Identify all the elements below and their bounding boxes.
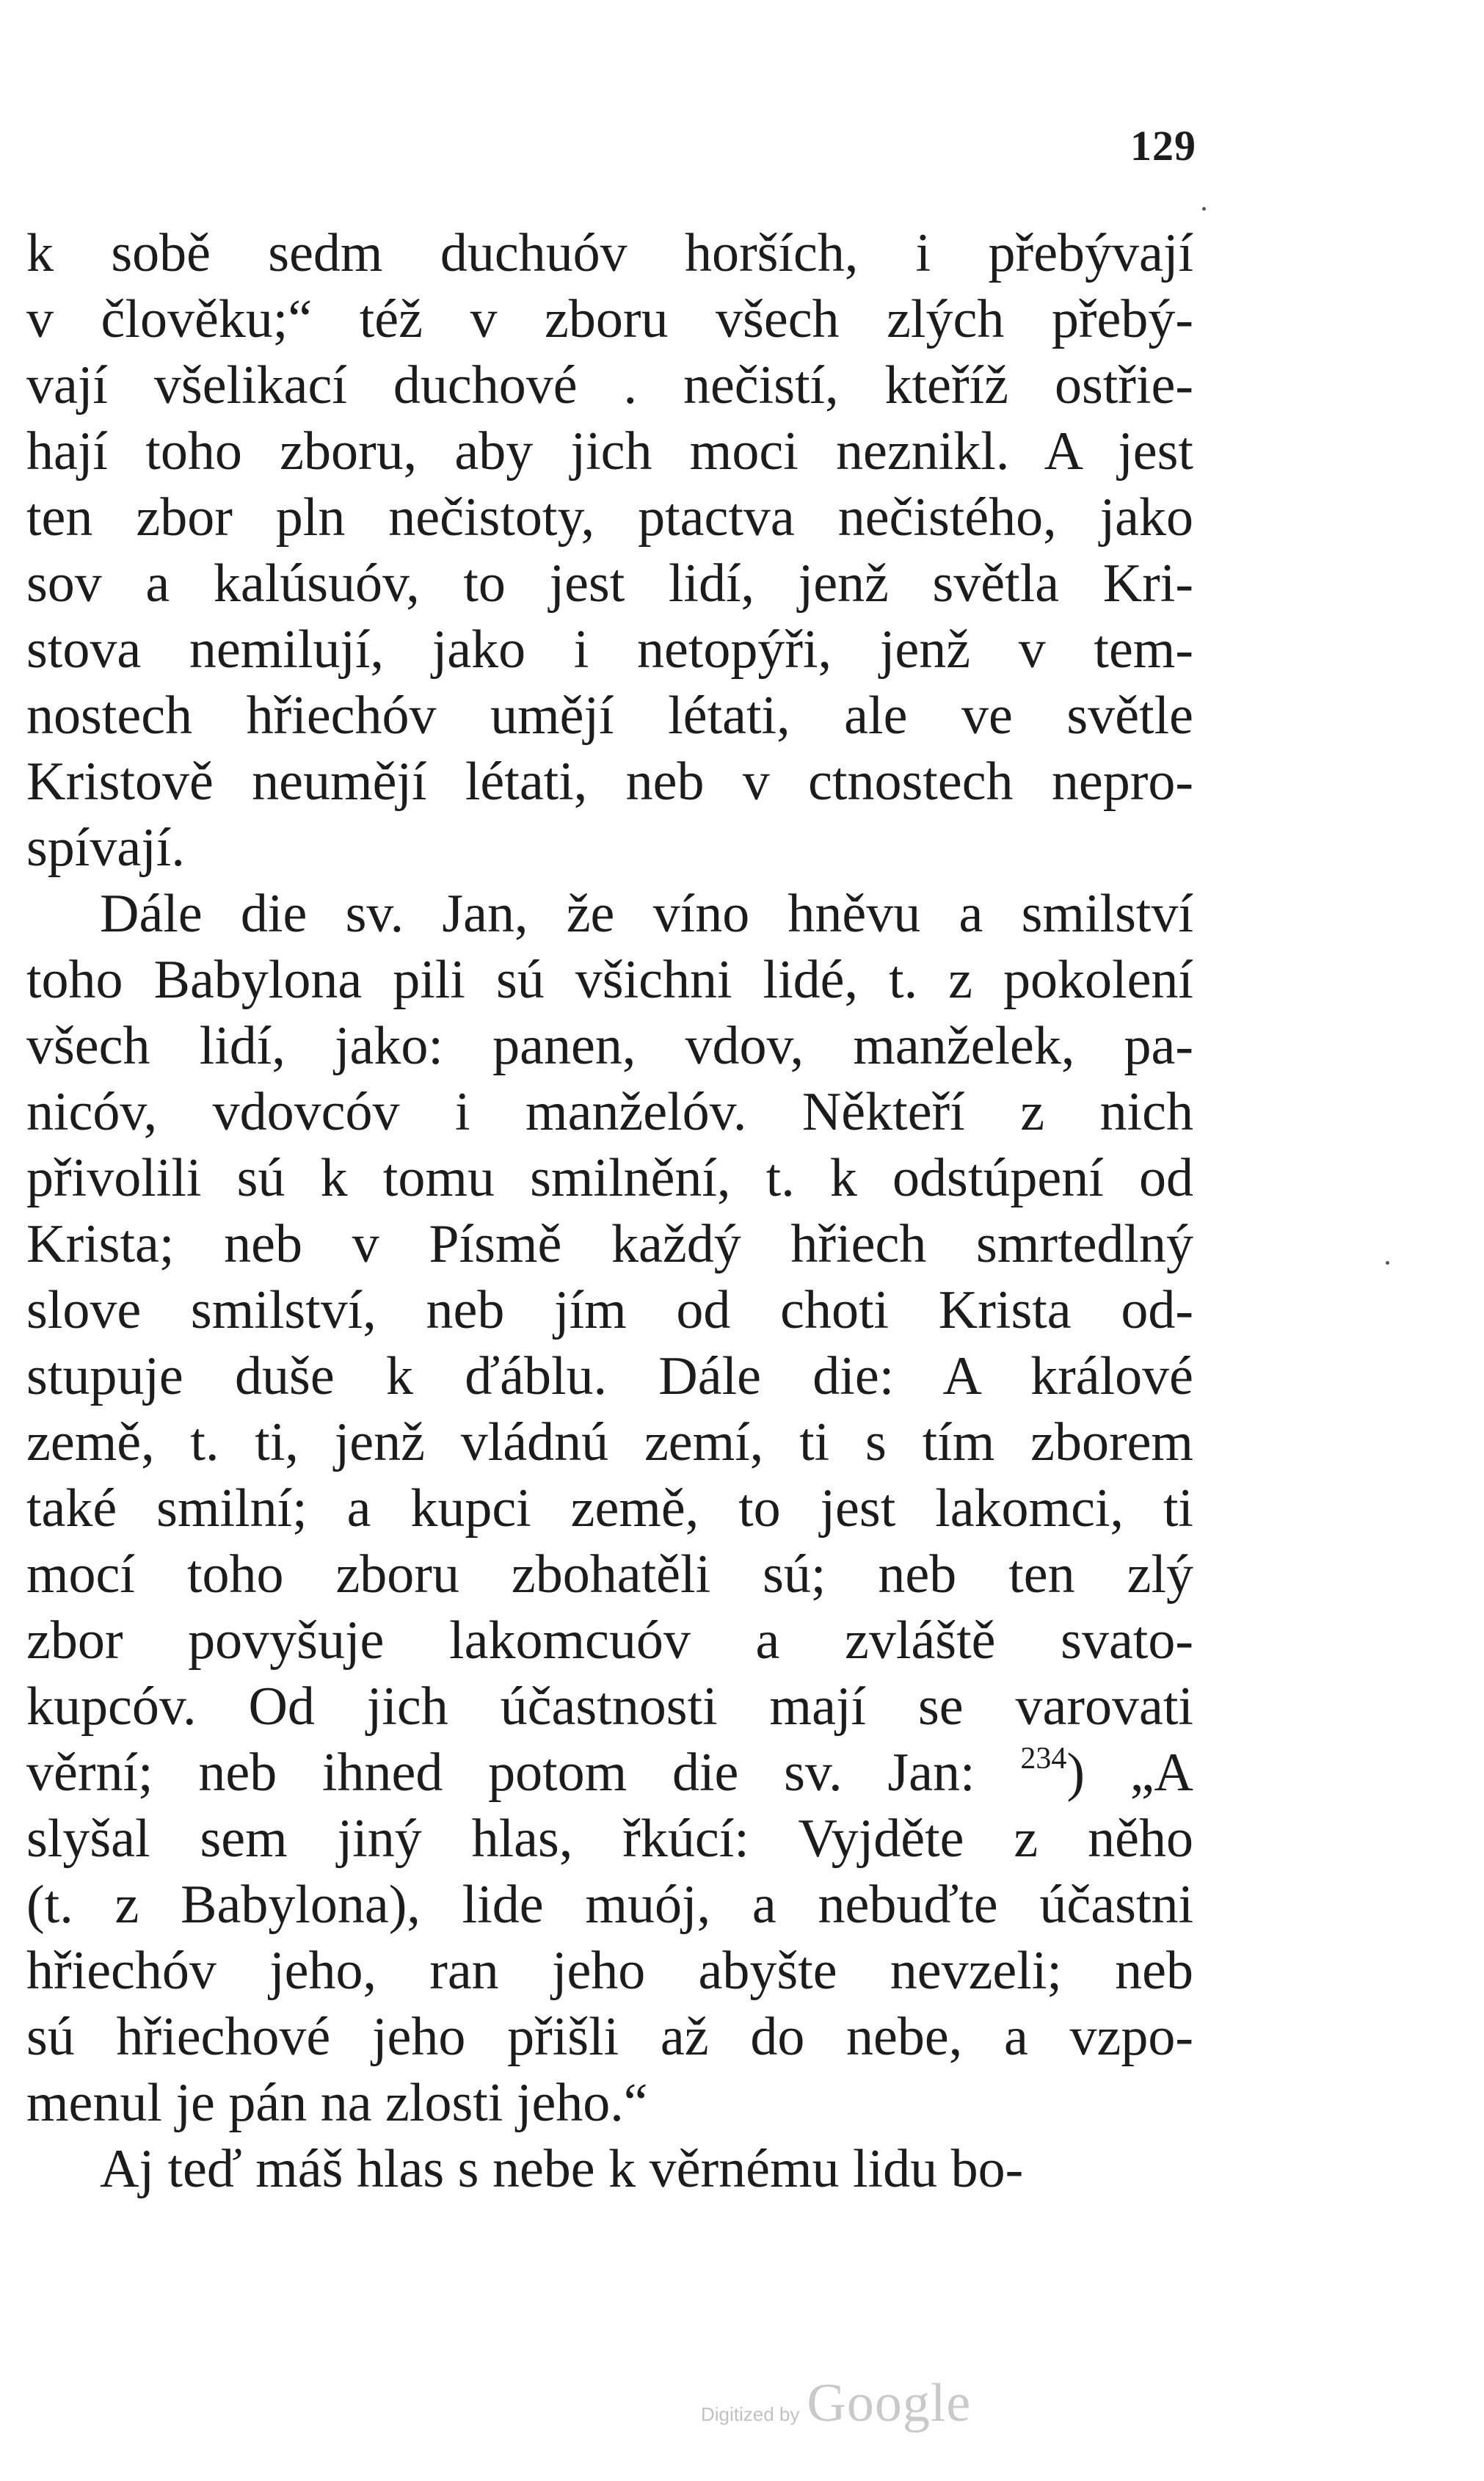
text-line: spívají.: [26, 818, 185, 878]
text-line: hřiechóv jeho, ran jeho abyšte nevzeli; neb: [26, 1941, 1193, 2001]
text-line: Kristově neumějí létati, neb v ctnostech nepro-: [26, 752, 1193, 812]
text-line: v člověku;“ též v zboru všech zlých přebý-: [26, 289, 1193, 349]
text-line: ten zbor pln nečistoty, ptactva nečistého, jako: [26, 487, 1193, 548]
text-line-footnote: [26, 1740, 1193, 1806]
paragraph: [26, 2136, 1193, 2202]
text-line: mocí toho zboru zbohatěli sú; neb ten zlý: [26, 1544, 1193, 1605]
footnote-marker: 234: [1020, 1742, 1067, 1776]
text-line: (t. z Babylona), lide muój, a nebuďte účastni: [26, 1875, 1193, 1935]
text-line: Krista; neb v Písmě každý hřiech smrtedlný: [26, 1214, 1193, 1274]
paragraph: [26, 220, 1193, 881]
text-line: Dále die sv. Jan, že víno hněvu a smilství: [100, 884, 1193, 944]
page-number: 129: [1130, 122, 1196, 170]
text-line: vají všelikací duchové . nečistí, kteříž ostřie-: [26, 355, 1193, 415]
text-line: slyšal sem jiný hlas, řkúcí: Vyjděte z něho: [26, 1809, 1193, 1869]
text-line: sú hřiechové jeho přišli až do nebe, a vzpo-: [26, 2007, 1193, 2067]
google-logo: Google: [807, 2373, 972, 2433]
paragraphs: [26, 220, 1193, 2202]
line-segment: věrní; neb ihned potom die sv. Jan:: [26, 1743, 975, 1803]
text-line: k sobě sedm duchuóv horších, i přebývají: [26, 223, 1193, 283]
paragraph: [26, 881, 1193, 2136]
text-line: hají toho zboru, aby jich moci neznikl. A jest: [26, 421, 1193, 482]
text-line: zbor povyšuje lakomcuóv a zvláště svato-: [26, 1610, 1193, 1671]
text-line: země, t. ti, jenž vládnú zemí, ti s tím zborem: [26, 1412, 1193, 1472]
text-line: přivolili sú k tomu smilnění, t. k odstúpení od: [26, 1148, 1193, 1208]
text-line: Aj teď máš hlas s nebe k věrnému lidu bo-: [100, 2139, 1024, 2199]
text-line: stupuje duše k ďáblu. Dále die: A králové: [26, 1346, 1193, 1406]
digitization-watermark: [701, 2372, 1112, 2438]
text-line: kupcóv. Od jich účastnosti mají se varovati: [26, 1677, 1193, 1737]
text-line: toho Babylona pili sú všichni lidé, t. z pokolení: [26, 950, 1193, 1010]
scan-speck: [1386, 1261, 1389, 1265]
text-line: slove smilství, neb jím od choti Krista od-: [26, 1280, 1193, 1340]
text-line: nicóv, vdovcóv i manželóv. Někteří z nich: [26, 1082, 1193, 1142]
text-line: stova nemilují, jako i netopýři, jenž v tem-: [26, 620, 1193, 680]
body-text: [26, 220, 1193, 2202]
text-line: nostech hřiechóv umějí létati, ale ve světle: [26, 686, 1193, 746]
text-line: menul je pán na zlosti jeho.“: [26, 2073, 648, 2133]
watermark-prefix: Digitized by: [701, 2403, 800, 2425]
text-line: všech lidí, jako: panen, vdov, manželek, pa-: [26, 1016, 1193, 1076]
scan-speck: [1202, 207, 1206, 211]
text-line: také smilní; a kupci země, to jest lakomci, ti: [26, 1478, 1193, 1539]
text-line: sov a kalúsuóv, to jest lidí, jenž světla Kri-: [26, 553, 1193, 614]
line-segment: ) „A: [1066, 1743, 1193, 1803]
